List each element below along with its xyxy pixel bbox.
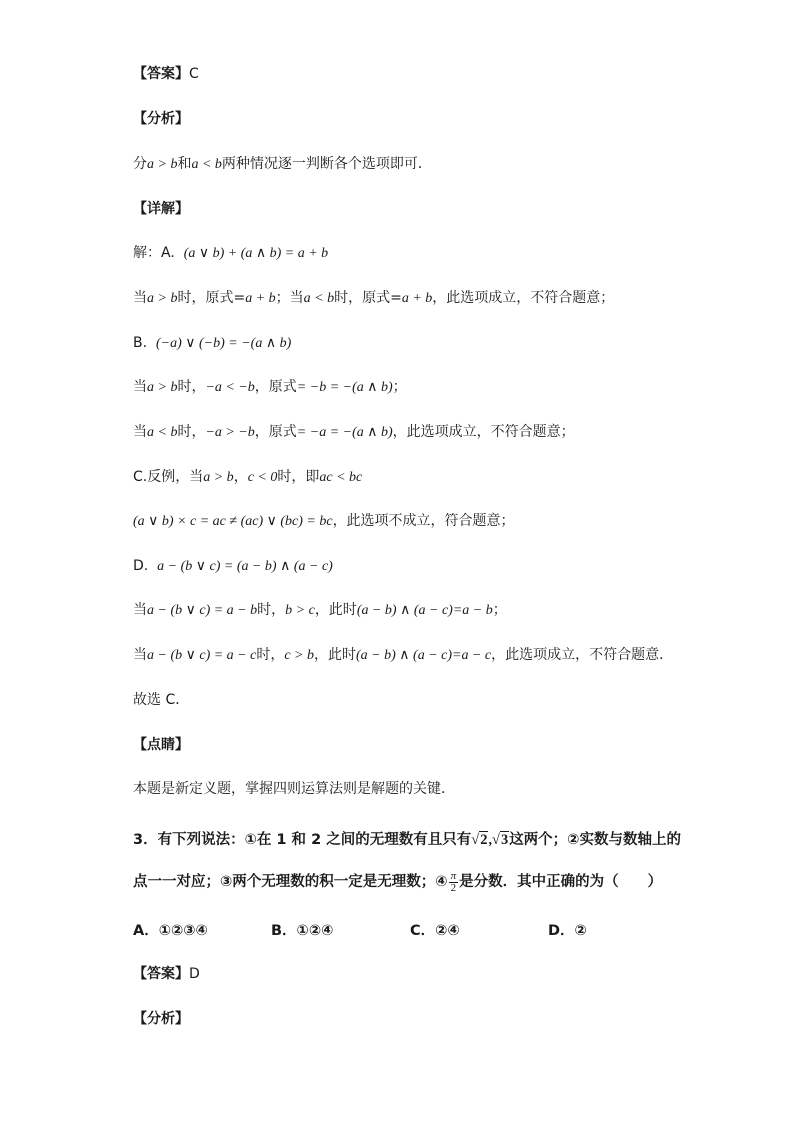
math: a > b: [147, 380, 178, 395]
solution-d-line2: [133, 600, 684, 620]
detail-label: 【详解】: [133, 201, 189, 217]
option-c: C．②④: [410, 923, 460, 939]
text: ，此时: [314, 602, 357, 618]
answer-label: 【答案】: [133, 66, 189, 82]
text: 点一一对应；③两个无理数的积一定是无理数；④: [133, 874, 448, 890]
detail-heading: [133, 199, 684, 219]
text: 这两个；②实数与数轴上的: [509, 832, 681, 848]
numerator: π: [450, 869, 457, 882]
solution-a: [133, 243, 684, 263]
text: ，: [233, 469, 248, 485]
analysis-heading: [133, 109, 684, 129]
math: = −a = −(a ∧ b): [296, 425, 393, 440]
text: 本题是新定义题，掌握四则运算法则是解题的关键．: [133, 781, 455, 797]
text: 解：A.: [133, 245, 175, 261]
question-3-line2: [133, 868, 684, 896]
answer-label: 【答案】: [133, 966, 189, 982]
text: 时，: [177, 424, 206, 440]
text: 分: [133, 156, 147, 172]
text: ，此选项不成立，符合题意；: [332, 513, 515, 529]
text: ；: [492, 602, 507, 618]
math: (a ∨ b) + (a ∧ b) = a + b: [183, 246, 329, 261]
math: a > b: [147, 157, 178, 172]
answer-value: D: [189, 966, 200, 982]
answer-value: C: [189, 66, 199, 82]
text: 时，: [256, 647, 285, 663]
text: 时，原式=: [334, 290, 402, 306]
math: ac < bc: [319, 470, 363, 485]
option-d: D．②: [548, 923, 587, 939]
math: a − (b ∨ c) = a − b: [147, 603, 258, 618]
question-number: 3．: [133, 832, 158, 848]
math: a < b: [303, 291, 335, 306]
text: 有下列说法：①在 1 和 2 之间的无理数有且只有: [157, 832, 472, 848]
math: (−a) ∨ (−b) = −(a ∧ b): [155, 336, 292, 351]
sqrt-2: √2: [471, 832, 488, 848]
math: −a > −b: [205, 425, 255, 440]
math: a > b: [203, 470, 234, 485]
comma: ,: [488, 833, 492, 848]
text: ，此选项成立，不符合题意；: [392, 424, 575, 440]
text: ，原式: [254, 379, 297, 395]
answer-line-2: [133, 964, 684, 984]
text: 当: [133, 602, 147, 618]
option-b: B．①②④: [271, 923, 334, 939]
math: a − (b ∨ c) = a − c: [147, 648, 257, 663]
text: 当: [133, 647, 147, 663]
fraction-pi-over-2: [449, 871, 459, 894]
math: a − (b ∨ c) = (a − b) ∧ (a − c): [157, 559, 333, 574]
text: 时，原式=: [177, 290, 246, 306]
conclusion: [133, 690, 684, 710]
math: −a < −b: [205, 380, 255, 395]
text: 故选 C．: [133, 692, 190, 708]
text: ；当: [275, 290, 304, 306]
radicand: 3: [500, 832, 509, 848]
math: a + b: [245, 291, 276, 306]
text: D.: [133, 558, 149, 574]
radicand: 2: [480, 832, 488, 848]
sqrt-3: √3: [491, 832, 509, 848]
text: 当: [133, 290, 147, 306]
text: B.: [133, 335, 148, 351]
text: ，此选项成立，不符合题意；: [432, 290, 615, 306]
comment-label: 【点睛】: [133, 737, 189, 753]
text: ，此选项成立，不符合题意．: [491, 647, 674, 663]
solution-a-line2: [133, 288, 684, 308]
solution-d: [133, 556, 684, 576]
text: 当: [133, 379, 147, 395]
solution-b-line2: [133, 377, 684, 397]
analysis-heading-2: [133, 1009, 684, 1029]
text: 时，: [177, 379, 206, 395]
solution-d-line3: [133, 645, 684, 665]
math: b > c: [285, 603, 315, 618]
denominator: 2: [450, 881, 457, 894]
text: 当: [133, 424, 147, 440]
answer-line: [133, 64, 684, 84]
text: 是分数．其中正确的为（ ）: [459, 874, 663, 890]
math: (a ∨ b) × c = ac ≠ (ac) ∨ (bc) = bc: [133, 514, 333, 529]
text: ；: [392, 379, 407, 395]
math: c > b: [284, 648, 315, 663]
analysis-text: [133, 154, 684, 174]
text: 时，: [257, 602, 286, 618]
solution-c-line2: [133, 511, 684, 531]
math: a < b: [191, 157, 222, 172]
comment-heading: [133, 735, 684, 755]
text: 时，即: [277, 469, 320, 485]
analysis-label: 【分析】: [133, 1011, 189, 1027]
text: 两种情况逐一判断各个选项即可．: [221, 156, 432, 172]
text: ，原式: [254, 424, 297, 440]
analysis-label: 【分析】: [133, 111, 189, 127]
math: (a − b) ∧ (a − c)=a − b: [356, 603, 493, 618]
math: (a − b) ∧ (a − c)=a − c: [356, 648, 492, 663]
math: = −b = −(a ∧ b): [296, 380, 393, 395]
math: a + b: [401, 291, 433, 306]
text: ，此时: [314, 647, 357, 663]
math: c < 0: [247, 470, 278, 485]
option-a: A．①②③④: [133, 923, 208, 939]
math: a < b: [147, 425, 178, 440]
text: 和: [177, 156, 192, 172]
text: C.反例，当: [133, 469, 204, 485]
question-3-line1: [133, 828, 684, 852]
comment-text: [133, 779, 684, 799]
solution-b: [133, 333, 684, 353]
solution-b-line3: [133, 422, 684, 442]
solution-c: [133, 467, 684, 487]
math: a > b: [147, 291, 178, 306]
